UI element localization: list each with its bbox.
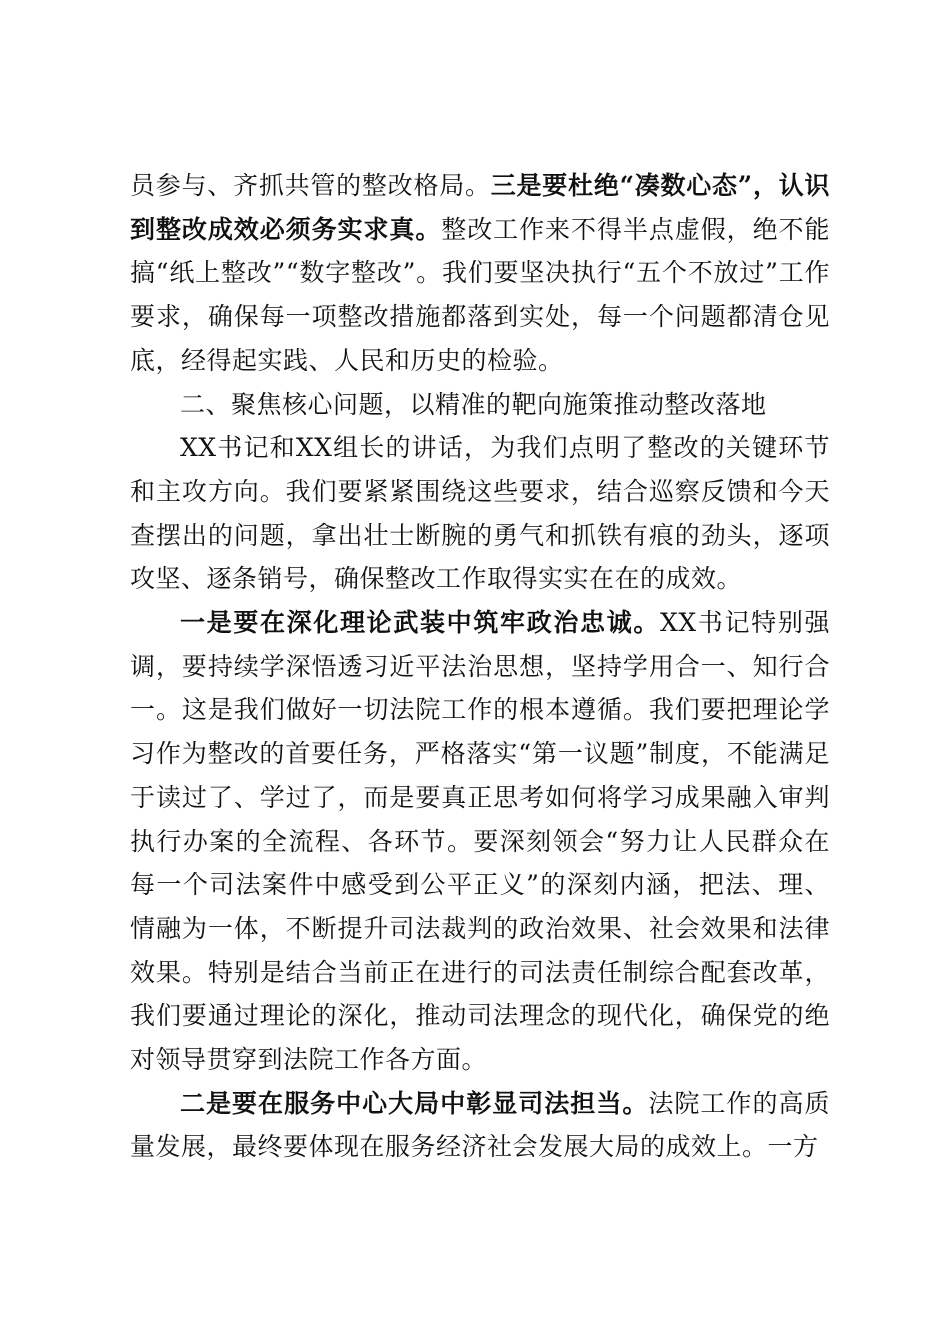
paragraph-text: 整改工作来不得半点虚假，绝不能搞“纸上整改”“数字整改”。我们要坚决执行“五个不放过”工作要求，确保每一项整改措施都落到实处，每一个问题都清仓见底，经得起实践、人民和历史的检验。: [130, 214, 830, 375]
bold-point-one: 一是要在深化理论武装中筑牢政治忠诚。: [180, 608, 661, 638]
paragraph-rectification-pattern: [130, 164, 830, 383]
paragraph-text: XX书记特别强调，要持续学深悟透习近平法治思想，坚持学用合一、知行合一。这是我们做好一切法院工作的根本遵循。我们要把理论学习作为整改的首要任务，严格落实“第一议题”制度，不能满足于读过了、学过了，而是要真正思考如何将学习成果融入审判执行办案的全流程、各环节。要深刻领会“努力让人民群众在每一个司法案件中感受到公平正义”的深刻内涵，把法、理、情融为一体，不断提升司法裁判的政治效果、社会效果和法律效果。特别是结合当前正在进行的司法责任制综合配套改革，我们要通过理论的深化，推动司法理念的现代化，确保党的绝对领导贯穿到法院工作各方面。: [130, 608, 830, 1075]
paragraph-section-intro: XX书记和XX组长的讲话，为我们点明了整改的关键环节和主攻方向。我们要紧紧围绕这些要求，结合巡察反馈和今天查摆出的问题，拿出壮士断腕的勇气和抓铁有痕的劲头，逐项攻坚、逐条销号，确保整改工作取得实实在在的成效。: [130, 433, 830, 594]
paragraph-text: 法院工作的高质量发展，最终要体现在服务经济社会发展大局的成效上。一方: [130, 1088, 830, 1162]
bold-point-two: 二是要在服务中心大局中彰显司法担当。: [180, 1088, 649, 1118]
document-page: [130, 164, 830, 1169]
paragraph-point-one: [130, 601, 830, 1082]
bold-point-three: 三是要杜绝“凑数心态”，认识到整改成效必须务实求真。: [130, 171, 830, 244]
section-heading-two: 二、聚焦核心问题，以精准的靶向施策推动整改落地: [180, 389, 767, 419]
paragraph-text: 员参与、齐抓共管的整改格局。: [130, 171, 491, 200]
paragraph-point-two: [130, 1082, 830, 1169]
